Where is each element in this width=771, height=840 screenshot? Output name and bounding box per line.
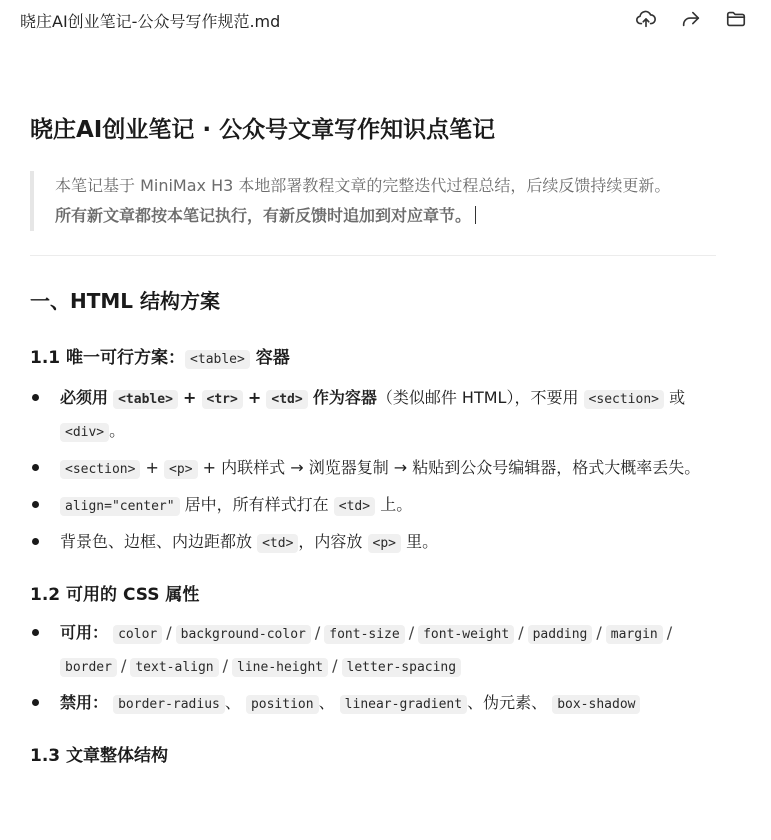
subsection-heading-1-1 xyxy=(30,344,716,374)
separator: / xyxy=(314,623,321,642)
separator: / xyxy=(222,656,229,675)
body-text: 或 xyxy=(669,388,686,407)
share-button[interactable] xyxy=(673,6,708,32)
body-text: 背景色、边框、内边距都放 xyxy=(60,532,253,551)
quote-line-1: 本笔记基于 MiniMax H3 本地部署教程文章的完整迭代过程总结，后续反馈持续更新。 xyxy=(55,176,671,195)
separator: / xyxy=(120,656,127,675)
body-text: （类似邮件 HTML），不要用 xyxy=(376,388,579,407)
quote-line-2-text: 所有新文章都按本笔记执行，有新反馈时追加到对应章节。 xyxy=(55,206,472,225)
bullet-dot xyxy=(32,538,39,545)
inline-code: <td> xyxy=(266,390,307,409)
list-item xyxy=(30,382,716,448)
upload-icon xyxy=(635,8,657,30)
bold-text: + xyxy=(183,388,197,407)
separator: / xyxy=(596,623,602,642)
inline-code: line-height xyxy=(232,658,328,677)
separator: / xyxy=(166,623,172,642)
inline-code: <p> xyxy=(164,460,197,479)
text-caret xyxy=(475,206,476,224)
heading-1-1-code: <table> xyxy=(185,350,250,369)
subsection-1-3 xyxy=(30,742,716,770)
inline-code: linear-gradient xyxy=(340,695,467,714)
heading-1-1-suffix: 容器 xyxy=(249,348,290,368)
bullet-dot xyxy=(32,629,39,636)
share-icon xyxy=(680,8,702,30)
inline-code: position xyxy=(246,695,319,714)
separator: / xyxy=(332,656,338,675)
list-item xyxy=(30,489,716,522)
inline-code: text-align xyxy=(130,658,218,677)
quote-line-2 xyxy=(55,201,716,231)
section-heading-html-structure: 一、HTML 结构方案 xyxy=(30,289,220,313)
upload-button[interactable] xyxy=(628,6,663,32)
list-1-2 xyxy=(30,617,716,720)
separator: / xyxy=(518,623,524,642)
inline-code: <section> xyxy=(60,460,140,479)
bold-text: 可用： xyxy=(60,623,109,642)
body-text: 伪元素 xyxy=(483,693,532,712)
heading-1-1-prefix: 1.1 唯一可行方案： xyxy=(30,348,186,368)
folder-icon xyxy=(725,8,747,30)
inline-code: align="center" xyxy=(60,497,180,516)
inline-code: margin xyxy=(606,625,663,644)
page-title: 晓庄AI创业笔记 · 公众号文章写作知识点笔记 xyxy=(30,117,496,143)
list-item xyxy=(30,617,716,683)
body-text: + 内联样式 → 浏览器复制 → 粘贴到公众号编辑器，格式大概率丢失。 xyxy=(202,458,701,477)
inline-code: letter-spacing xyxy=(342,658,462,677)
inline-code: <td> xyxy=(334,497,375,516)
inline-code: border-radius xyxy=(113,695,225,714)
top-actions xyxy=(628,6,753,32)
blockquote[interactable] xyxy=(30,171,716,231)
inline-code: <div> xyxy=(60,423,109,442)
bold-text: + xyxy=(247,388,262,407)
bullet-dot xyxy=(32,501,39,508)
document-body xyxy=(30,110,716,770)
separator: / xyxy=(408,623,415,642)
body-text: ，内容放 xyxy=(298,532,363,551)
file-title: 晓庄AI创业笔记-公众号写作规范.md xyxy=(20,12,281,31)
inline-code: font-weight xyxy=(418,625,514,644)
bold-text: 必须用 xyxy=(60,388,109,407)
inline-code: color xyxy=(113,625,162,644)
folder-button[interactable] xyxy=(718,6,753,32)
list-1-1 xyxy=(30,382,716,559)
inline-code: <table> xyxy=(113,390,178,409)
inline-code: background-color xyxy=(176,625,311,644)
inline-code: <section> xyxy=(584,390,664,409)
inline-code: font-size xyxy=(324,625,404,644)
subsection-heading-1-3: 1.3 文章整体结构 xyxy=(30,746,169,766)
inline-code: box-shadow xyxy=(552,695,640,714)
bold-text: 作为容器 xyxy=(312,388,377,407)
inline-code: padding xyxy=(528,625,593,644)
bullet-dot xyxy=(32,464,39,471)
list-item xyxy=(30,526,716,559)
separator: / xyxy=(666,623,673,642)
subsection-1-1 xyxy=(30,344,716,559)
inline-code: <td> xyxy=(257,534,298,553)
list-item xyxy=(30,452,716,485)
inline-code: border xyxy=(60,658,117,677)
subsection-heading-1-2: 1.2 可用的 CSS 属性 xyxy=(30,585,200,605)
inline-code: <tr> xyxy=(202,390,243,409)
body-text: + xyxy=(145,458,159,477)
inline-code: <p> xyxy=(368,534,401,553)
bullet-dot xyxy=(32,394,39,401)
body-text: 上。 xyxy=(380,495,413,514)
list-item: 禁用： border-radius 、 position 、 linear-gradient 、伪元素、 box-shadow xyxy=(30,687,716,720)
bold-text: 禁用： xyxy=(60,693,109,712)
body-text: 里。 xyxy=(406,532,439,551)
divider xyxy=(30,255,716,256)
body-text: 居中，所有样式打在 xyxy=(184,495,329,514)
subsection-1-2 xyxy=(30,581,716,720)
title-bar xyxy=(0,0,771,38)
body-text: 。 xyxy=(109,421,126,440)
bullet-dot xyxy=(32,699,39,706)
